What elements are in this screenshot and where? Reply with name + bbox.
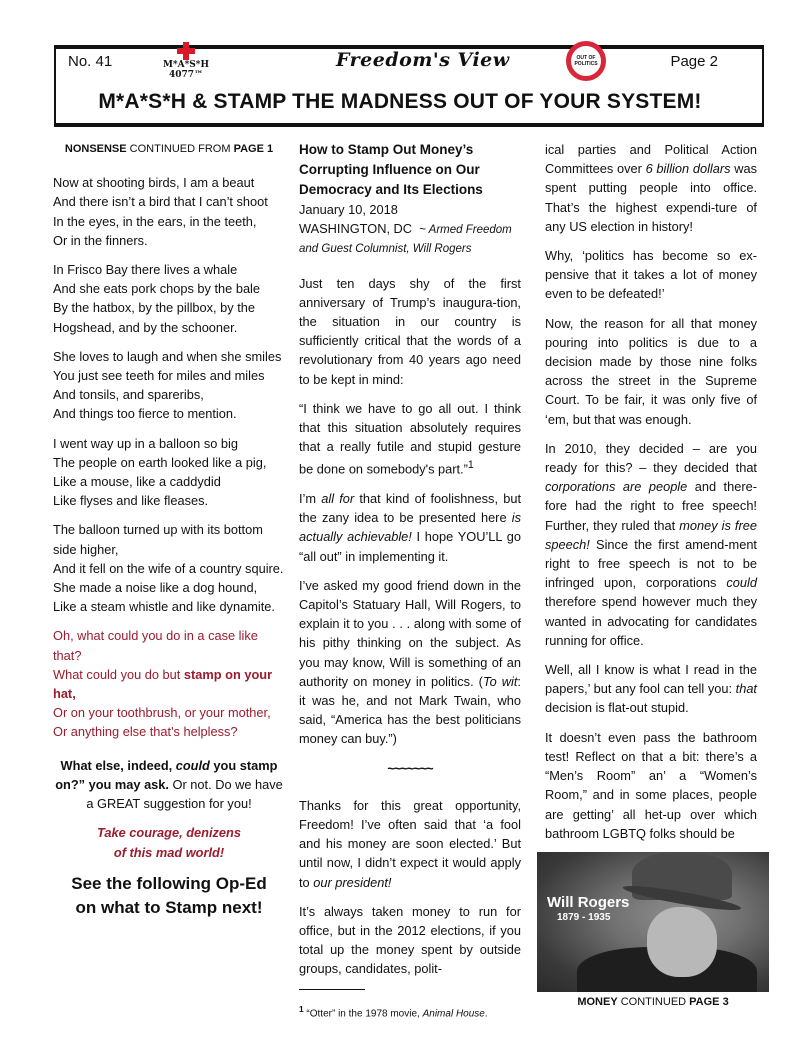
paragraph: Now, the reason for all that money pouring into politics is due to a decision made by those nine folks across the street in the Supreme Court. To be fair, it was only five of ‘em, but that was enough. <box>545 315 757 427</box>
paragraph <box>299 796 521 892</box>
poem-line: I went way up in a balloon so big <box>53 435 238 451</box>
poem-line: And tonsils, and spareribs, <box>53 387 204 403</box>
paragraph: Why, ‘politics has become so ex-pensive that it takes a lot of money even to be defeated!’ <box>545 248 757 302</box>
courage-line: of this mad world! <box>113 844 225 860</box>
footnote-number: 1 <box>299 1003 304 1014</box>
poem-line: Like a steam whistle and like dynamite. <box>53 599 275 615</box>
poem-line: Like a mouse, like a caddydid <box>53 474 221 490</box>
poem-stanza <box>53 260 285 337</box>
text: and there-fore had the right to free speech! Further, they ruled that <box>545 479 757 533</box>
newsletter-title: Freedom's View <box>336 49 510 71</box>
caption-page: PAGE 3 <box>689 996 729 1008</box>
photo-face-shape <box>647 907 717 977</box>
text: “Otter” in the 1978 movie, <box>303 1007 423 1019</box>
stamp-question <box>53 756 285 814</box>
text: I hope YOU’LL go “all out” in implementing it. <box>299 529 521 564</box>
poem-line: The people on earth looked like a pig, <box>53 454 267 470</box>
poem-line: And she eats pork chops by the bale <box>53 281 261 297</box>
quote-text: “I think we have to go all out. I think that this situation absolutely requires that a really futile and stupid gesture be done on somebody's part.” <box>299 400 521 477</box>
paragraph: It’s always taken money to run for office, but in the 2012 elections, if you total up the money spent by outside groups, candidates, polit- <box>299 903 521 977</box>
poem-stanza <box>53 347 285 424</box>
poem-line: In Frisco Bay there lives a whale <box>53 262 238 278</box>
stamp-logo-text: OUT OF POLITICS <box>574 55 598 67</box>
poem-line: And things too fierce to mention. <box>53 406 237 422</box>
cont-mid: CONTINUED FROM <box>126 143 234 155</box>
byline: ~ Armed Freedom <box>419 224 512 237</box>
text: I’m <box>299 490 322 506</box>
ask-bold: you stamp on?” you may ask. <box>55 757 278 792</box>
poem-line-bold: stamp on your hat, <box>53 666 273 702</box>
text: Since the first amend-ment right to free speech is not to be infringed upon, corporations <box>545 536 757 591</box>
byline-2: and Guest Columnist, Will Rogers <box>299 243 472 256</box>
article-title <box>299 140 521 200</box>
text: was spent putting people into office. That’s the highest expendi-ture of any US election in history! <box>545 161 757 234</box>
continued-to-label <box>537 996 769 1008</box>
italic-text: could <box>726 575 757 591</box>
text: ical parties and Political Action Committees over <box>545 142 757 177</box>
paragraph <box>545 660 757 718</box>
italic-text: our president! <box>313 874 392 890</box>
continued-from-label <box>53 140 285 159</box>
italic-text: Animal House <box>422 1007 485 1019</box>
text: Thanks for this great opportunity, Freedom! I’ve often said that ‘a fool and his money are soon elected.’ But until now, I didn’t expect it would apply to <box>299 797 521 890</box>
section-separator: ~~~~~~~ <box>387 760 433 776</box>
take-courage <box>53 823 285 861</box>
paragraph <box>299 489 521 566</box>
poem-line: She loves to laugh and when she smiles <box>53 348 282 364</box>
poem-line: Now at shooting birds, I am a beaut <box>53 175 255 191</box>
see-line: See the following Op-Ed <box>71 873 267 893</box>
stampede-seal-icon <box>566 41 606 81</box>
poem-line: The balloon turned up with its bottom side higher, <box>53 522 263 557</box>
paragraph <box>299 576 521 749</box>
poem-line: Hogshead, and by the schooner. <box>53 319 238 335</box>
paragraph <box>545 439 757 650</box>
caption-bold: MONEY <box>577 996 618 1008</box>
poem-line: She made a noise like a dog hound, <box>53 580 258 596</box>
poem-line: You just see teeth for miles and miles <box>53 368 265 384</box>
poem-stanza-red <box>53 626 285 741</box>
text: I’ve asked my good friend down in the Capitol’s Statuary Hall, Will Rogers, to explain it to you . . . along with some of his pithy thinking on the subject. As you may know, Will is something of an authority on money in politics. ( <box>299 577 521 689</box>
paragraph <box>545 140 757 236</box>
paragraph: Just ten days shy of the first anniversary of Trump’s inaugura-tion, the situation in our country is sufficiently critical that the words of a revolutionary from 40 years ago need to be kept in mind: <box>299 275 521 387</box>
italic-text: money is free speech! <box>545 517 757 552</box>
poem-stanza <box>53 434 285 511</box>
see-line: on what to Stamp next! <box>75 897 263 917</box>
poem-line: Oh, what could you do in a case like that? <box>53 628 258 663</box>
mash-logo <box>156 42 216 80</box>
red-cross-icon <box>177 42 195 60</box>
text: . <box>484 1007 488 1019</box>
text: decision is flat-out stupid. <box>545 700 689 716</box>
poem-line: By the hatbox, by the pillbox, by the <box>53 300 256 316</box>
photo-years-label: 1879 - 1935 <box>557 912 611 923</box>
column-op-ed-start <box>299 140 521 1031</box>
footnote-divider <box>299 989 365 990</box>
mash-logo-line2: 4077™ <box>168 70 204 80</box>
poem-line: What could you do but <box>53 666 184 682</box>
article-date: January 10, 2018 <box>299 202 398 217</box>
text: In 2010, they decided – are you ready for this? – they decided that <box>545 440 757 476</box>
italic-text: all for <box>321 490 355 506</box>
text: Well, all I know is what I read in the papers,’ but any fool can tell you: <box>545 662 757 697</box>
will-rogers-photo <box>537 852 769 992</box>
poem-line: In the eyes, in the ears, in the teeth, <box>53 213 257 229</box>
poem-stanza <box>53 520 285 616</box>
article-dateline <box>299 219 521 240</box>
paragraph: It doesn’t even pass the bathroom test! Reflect on that a bit: there’s a “Men’s Room” an’ a “Women’s Room,” and in some places, people are getting’ all het-up over which bathroom LGBTQ folks should be <box>545 729 757 841</box>
title-line: Democracy and Its Elections <box>299 182 483 197</box>
mash-logo-line1: M*A*S*H <box>162 60 210 70</box>
photo-name-label: Will Rogers <box>547 894 630 911</box>
caption-mid: CONTINUED <box>617 996 690 1008</box>
ask-rest: Or not. Do we have a GREAT suggestion for you! <box>86 776 283 812</box>
poem-line: And there isn’t a bird that I can’t shoot <box>53 194 268 210</box>
text: therefore spend however much they wanted in advocating for candidates running for office. <box>545 594 757 648</box>
column-op-ed-continued <box>545 140 757 853</box>
page-headline: M*A*S*H & STAMP THE MADNESS OUT OF YOUR SYSTEM! <box>98 90 702 113</box>
issue-number: No. 41 <box>68 53 113 70</box>
poem-line: And it fell on the wife of a country squire. <box>53 560 284 576</box>
quote-paragraph <box>299 399 521 479</box>
italic-text: corporations are people <box>545 479 688 495</box>
cont-bold: NONSENSE <box>64 143 127 155</box>
see-following-callout <box>53 872 285 920</box>
italic-text: To wit <box>482 673 518 689</box>
italic-text: that <box>735 681 757 697</box>
page-number: Page 2 <box>670 53 718 70</box>
poem-stanza <box>53 173 285 250</box>
footnote <box>299 1002 521 1021</box>
masthead <box>54 45 764 127</box>
italic-text: is actually achievable! <box>299 510 521 545</box>
ask-bold-italic: could <box>175 757 210 773</box>
column-nonsense-poem <box>53 140 285 930</box>
poem-line: Like flyses and like fleases. <box>53 493 209 509</box>
title-line: Corrupting Influence on Our <box>299 162 480 177</box>
poem-line: Or on your toothbrush, or your mother, <box>53 705 271 721</box>
footnote-ref: 1 <box>467 459 474 472</box>
title-line: How to Stamp Out Money’s <box>299 142 474 157</box>
poem-line: Or anything else that's helpless? <box>53 724 238 740</box>
ask-bold: What else, indeed, <box>60 757 176 773</box>
italic-text: 6 billion dollars <box>645 161 731 177</box>
text: : it was he, and not Mark Twain, who said, “America has the best politicians money can buy.”) <box>299 673 521 747</box>
poem-line: Or in the finners. <box>53 232 148 248</box>
courage-line: Take courage, denizens <box>97 825 241 841</box>
text: that kind of foolishness, but the zany idea to be presented here <box>299 490 521 526</box>
cont-page: PAGE 1 <box>233 143 274 155</box>
dateline-location: WASHINGTON, DC <box>299 221 413 237</box>
